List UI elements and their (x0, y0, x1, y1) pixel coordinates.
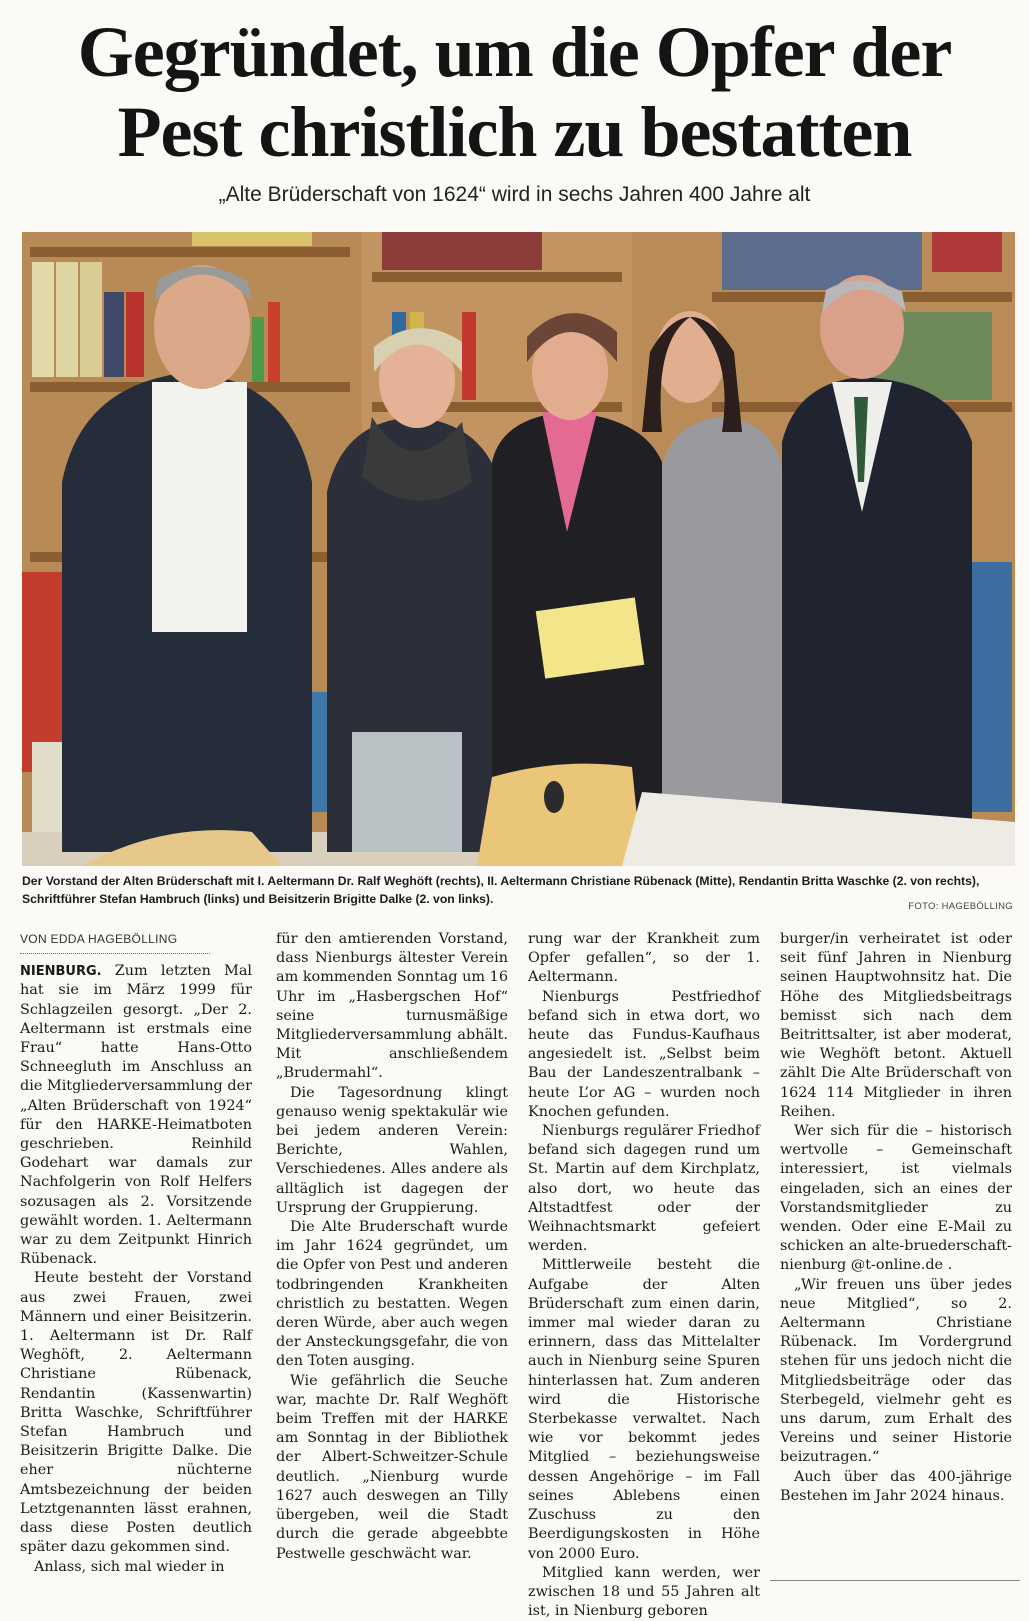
column-2 (276, 930, 508, 1564)
byline: VON EDDA HAGEBÖLLING (20, 930, 210, 954)
paragraph-text: Zum letzten Mal hat sie im März 1999 für Schlagzeilen gesorgt. „Der 2. Aeltermann ist erstmals eine Frau“ hatte Hans-Otto Schneegluth im Anschluss an die Mitgliederversammlung der „Alten Brüderschaft von 1924“ für den HARKE-Heimatboten geschrieben. Reinhild Godehart war damals zur Nachfolgerin von Rolf Helfers sozusagen als 2. Vorsitzende gewählt worden. 1. Aeltermann war zu dem Zeitpunkt Hinrich Rübenack. (20, 963, 252, 1268)
paragraph: Die Tagesordnung klingt genauso wenig spektakulär wie bei jedem anderen Verein: Berichte, Wahlen, Verschiedenes. Alles andere als alltäglich ist dagegen der Ursprung der Gruppierung. (276, 1084, 508, 1216)
paragraph: rung war der Krankheit zum Opfer gefallen“, so der 1. Aeltermann. (528, 931, 760, 986)
headline-line-1: Gegründet, um die Opfer der (77, 12, 952, 92)
article-photo (22, 232, 1015, 866)
headline (20, 12, 1009, 172)
paragraph: Mitglied kann werden, wer zwischen 18 und 55 Jahren alt ist, in Nienburg geboren (528, 1564, 760, 1620)
dateline: NIENBURG. (20, 964, 102, 980)
paragraph: Anlass, sich mal wieder in (34, 1558, 225, 1575)
paragraph: Die Alte Bruderschaft wurde im Jahr 1624 gegründet, um die Opfer von Pest und anderen todbringenden Krankheiten christlich zu bestatten. Wegen deren Würde, aber auch wegen der Ansteckungsgefahr, die von den Toten ausging. (276, 1219, 508, 1370)
article-end-rule (770, 1580, 1020, 1581)
photo-illustration (22, 232, 1015, 866)
column-1 (20, 930, 252, 1577)
paragraph: Mittlerweile besteht die Aufgabe der Alten Brüderschaft zum einen darin, immer mal wieder daran zu erinnern, dass das Mittelalter auch in Nienburg seine Spuren hinterlassen hat. Zum anderen wird die Historische Sterbekasse verwaltet. Nach wie vor bekommt jedes Mitglied – beziehungsweise dessen Angehörige – im Fall seines Ablebens einen Zuschuss zu den Beerdigungskosten in Höhe von 2000 Euro. (528, 1257, 760, 1562)
paragraph (20, 962, 252, 1269)
paragraph: „Wir freuen uns über jedes neue Mitglied“, so 2. Aeltermann Christiane Rübenack. Im Vordergrund stehen für uns jedoch nicht die Mitgliedsbeiträge oder das Sterbegeld, vielmehr geht es uns darum, zum Erhalt des Vereins und seiner Historie beizutragen.“ (780, 1276, 1012, 1466)
column-4 (780, 930, 1012, 1506)
paragraph: Auch über das 400-jährige Bestehen im Jahr 2024 hinaus. (780, 1468, 1012, 1504)
paragraph: Wie gefährlich die Seuche war, machte Dr. Ralf Weghöft beim Treffen mit der HARKE am Sonntag in der Bibliothek der Albert-Schweitzer-Schule deutlich. „Nienburg wurde 1627 auch deswegen an Tilly übergeben, weil die Stadt durch die gerade abgeebbte Pestwelle geschwächt war. (276, 1372, 508, 1562)
paragraph: Nienburgs regulärer Friedhof befand sich dagegen rund um St. Martin auf dem Kirchplatz, also dort, wo heute das Altstadtfest oder der Weihnachtsmarkt gefeiert werden. (528, 1123, 760, 1255)
paragraph: burger/in verheiratet ist oder seit fünf Jahren in Nienburg seinen Hauptwohnsitz hat. Die Höhe des Mitgliedsbeitrags bemisst sich nach dem Beitrittsalter, ist aber moderat, wie Weghöft betont. Aktuell zählt Die Alte Brüderschaft von 1624 114 Mitglieder in ihren Reihen. (780, 931, 1012, 1120)
paragraph: Heute besteht der Vorstand aus zwei Frauen, zwei Männern und einer Beisitzerin. 1. Aeltermann ist Dr. Ralf Weghöft, 2. Aeltermann Christiane Rübenack, Rendantin (Kassenwartin) Britta Waschke, Schriftführer Stefan Hambruch und Beisitzerin Brigitte Dalke. Die eher nüchterne Amtsbezeichnung der beiden Letztgenannten lässt erahnen, dass diese Posten deutlich später dazu gekommen sind. (20, 1270, 252, 1556)
subheadline: „Alte Brüderschaft von 1624“ wird in sechs Jahren 400 Jahre alt (218, 183, 811, 206)
paragraph: Nienburgs Pestfriedhof befand sich in etwa dort, wo heute das Fundus-Kaufhaus angesiedelt ist. „Selbst beim Bau der Landeszentralbank – heute L’or AG – wurden noch Knochen gefunden. (528, 988, 760, 1120)
photo-credit: FOTO: HAGEBÖLLING (908, 901, 1013, 912)
column-3 (528, 930, 760, 1621)
headline-line-2: Pest christlich zu bestatten (117, 92, 912, 172)
paragraph: Wer sich für die – historisch wertvolle – Gemeinschaft interessiert, ist vielmals eingeladen, sich an eines der Vorstandsmitglieder zu wenden. Oder eine E-Mail zu schicken an alte-bruederschaft-nienburg @t-online.de . (780, 1123, 1012, 1274)
photo-caption: Der Vorstand der Alten Brüderschaft mit I. Aeltermann Dr. Ralf Weghöft (rechts), II. Aeltermann Christiane Rübenack (Mitte), Rendantin Britta Waschke (2. von rechts), Schriftführer Stefan Hambruch (links) und Beisitzerin Brigitte Dalke (2. von links). (22, 874, 980, 906)
paragraph: für den amtierenden Vorstand, dass Nienburgs ältester Verein am kommenden Sonntag um 16 Uhr im „Hasbergschen Hof“ seine turnusmäßige Mitgliederversammlung abhält. Mit anschließendem „Brudermahl“. (276, 931, 508, 1082)
